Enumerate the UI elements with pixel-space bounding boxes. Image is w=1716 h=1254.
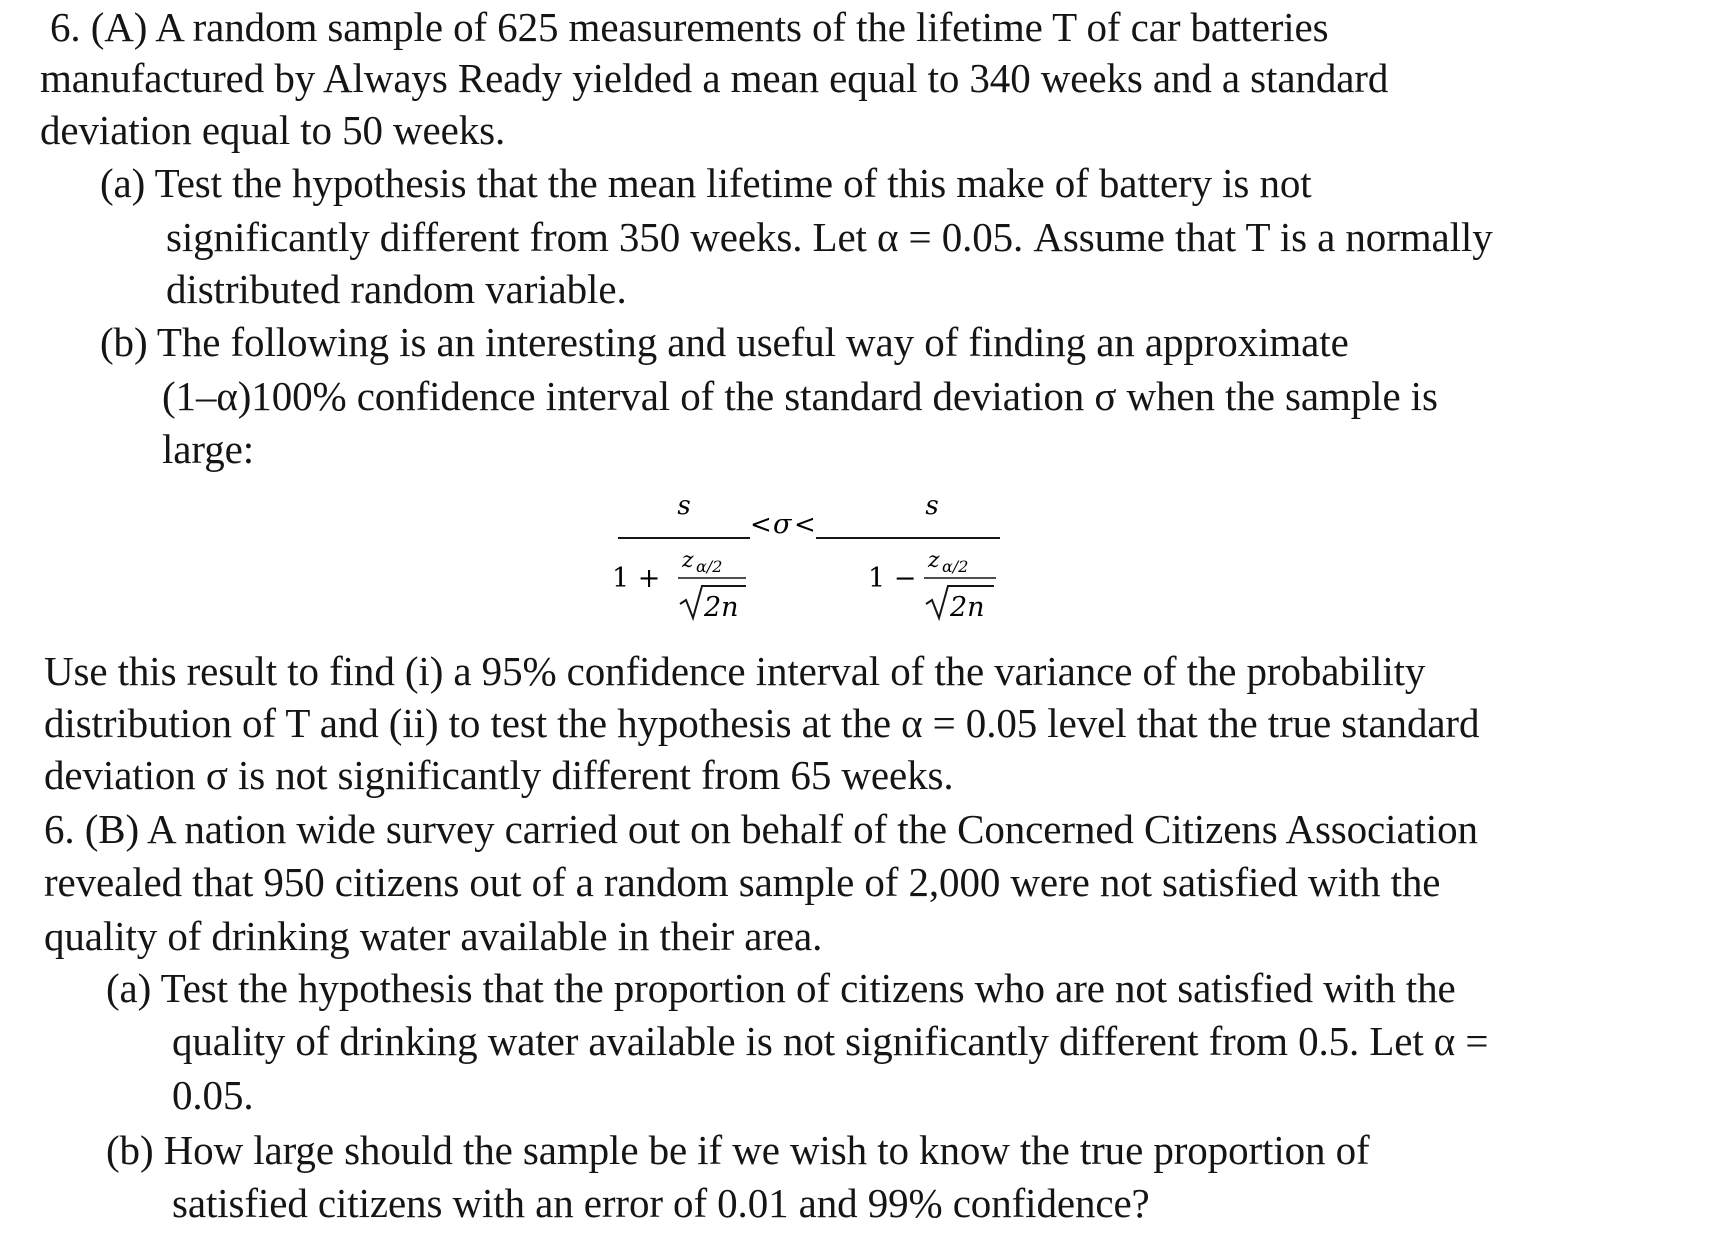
- problem-b-part-a-line-2: quality of drinking water available is not significantly different from 0.5. Let α =: [172, 1018, 1489, 1064]
- right-radicand: 2n: [950, 592, 985, 623]
- problem-a-part-b-line-1: (b) The following is an interesting and useful way of finding an approximate: [100, 319, 1349, 365]
- left-numerator: s: [677, 491, 691, 521]
- right-z-subscript: α/2: [942, 557, 969, 576]
- right-one-minus: 1 −: [868, 563, 917, 594]
- problem-a-use-result-line-1: Use this result to find (i) a 95% confidence interval of the variance of the probability: [44, 648, 1426, 694]
- problem-a-part-b-line-2: (1–α)100% confidence interval of the standard deviation σ when the sample is: [162, 373, 1438, 419]
- problem-a-part-a-line-1: (a) Test the hypothesis that the mean lifetime of this make of battery is not: [100, 160, 1312, 206]
- left-z-subscript: α/2: [696, 557, 723, 576]
- left-z: z: [682, 548, 694, 573]
- problem-a-part-a-line-3: distributed random variable.: [166, 266, 627, 312]
- problem-b-part-b-line-1: (b) How large should the sample be if we wish to know the true proportion of: [106, 1127, 1370, 1173]
- lt-symbol-2: <: [794, 510, 816, 540]
- problem-a-part-b-line-3: large:: [162, 426, 254, 472]
- confidence-interval-formula: [600, 486, 1020, 636]
- problem-a-intro-line-1: 6. (A) A random sample of 625 measurements of the lifetime T of car batteries: [50, 4, 1329, 50]
- problem-b-intro-line-3: quality of drinking water available in their area.: [44, 913, 823, 959]
- problem-b-intro-line-2: revealed that 950 citizens out of a random sample of 2,000 were not satisfied with the: [44, 859, 1441, 905]
- problem-b-intro-line-1: 6. (B) A nation wide survey carried out on behalf of the Concerned Citizens Association: [44, 806, 1478, 852]
- problem-a-intro-line-2: manufactured by Always Ready yielded a mean equal to 340 weeks and a standard: [40, 55, 1389, 101]
- right-z: z: [928, 548, 940, 573]
- right-numerator: s: [925, 491, 939, 521]
- problem-a-part-a-line-2: significantly different from 350 weeks. Let α = 0.05. Assume that T is a normally: [166, 214, 1493, 260]
- problem-a-use-result-line-2: distribution of T and (ii) to test the hypothesis at the α = 0.05 level that the true standard: [44, 700, 1480, 746]
- sigma-symbol: σ: [773, 509, 792, 540]
- problem-b-part-a-line-1: (a) Test the hypothesis that the proportion of citizens who are not satisfied with the: [106, 965, 1456, 1011]
- left-radicand: 2n: [704, 592, 739, 623]
- lt-symbol-1: <: [750, 510, 772, 540]
- problem-b-part-b-line-2: satisfied citizens with an error of 0.01 and 99% confidence?: [172, 1180, 1150, 1226]
- problem-b-part-a-line-3: 0.05.: [172, 1072, 254, 1118]
- left-one-plus: 1 +: [612, 563, 661, 594]
- problem-a-intro-line-3: deviation equal to 50 weeks.: [40, 107, 506, 153]
- problem-a-use-result-line-3: deviation σ is not significantly different from 65 weeks.: [44, 752, 954, 798]
